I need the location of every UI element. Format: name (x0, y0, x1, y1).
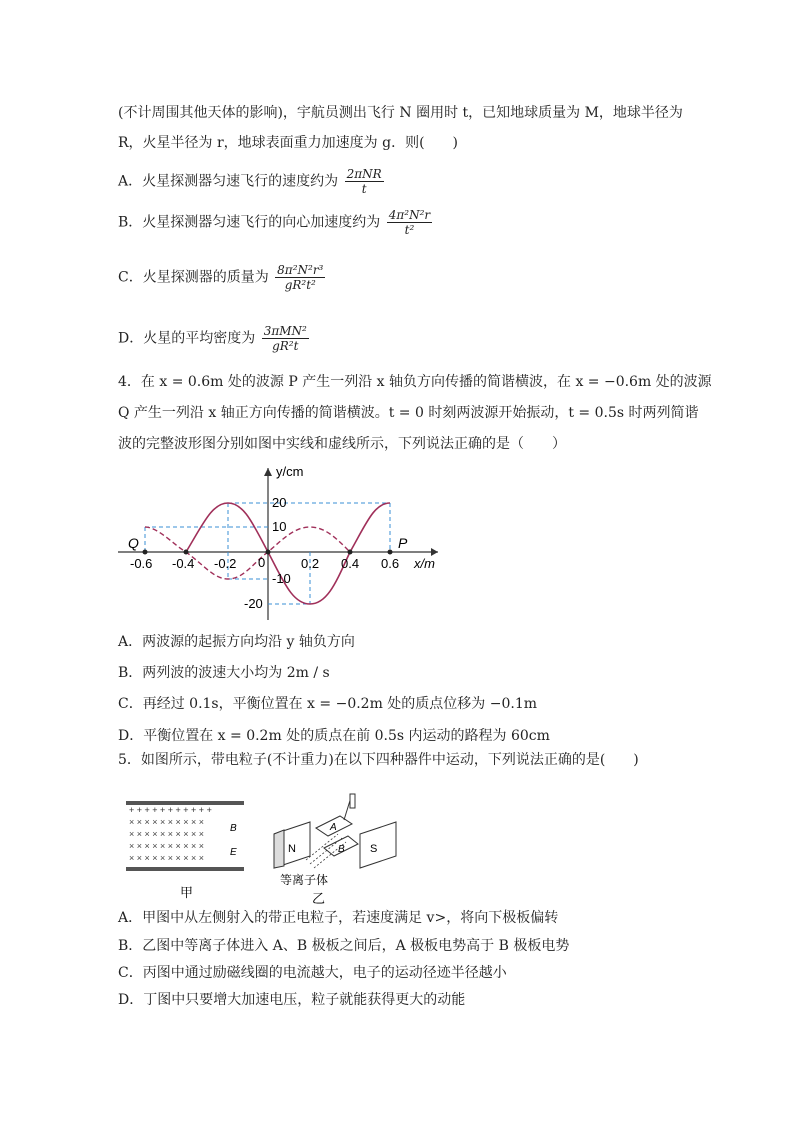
wave-p-solid (186, 503, 390, 604)
q3-option-c-fraction: $\frac{\text{8π²N²r³}}{\text{gR²t²}}$ (277, 263, 324, 292)
q5-option-d: D．丁图中只要增大加速电压，粒子就能获得更大的动能 (118, 992, 466, 1008)
wave-figure (110, 460, 450, 625)
q5-option-c: C．丙图中通过励磁线圈的电流越大，电子的运动径迹半径越小 (118, 965, 507, 981)
y-tick-label: -20 (244, 596, 263, 611)
field-crosses (129, 817, 204, 863)
fig-yi-mhd-generator (268, 790, 408, 905)
y-axis-arrow (264, 468, 272, 476)
label-s: S (370, 843, 378, 855)
x-axis-arrow (431, 548, 438, 556)
svg-text:× × × × × × × × × ×: × × × × × × × × × × (129, 829, 205, 839)
point-p-dot (388, 550, 393, 555)
fig-jia-velocity-selector (120, 795, 250, 905)
plus-signs (129, 805, 212, 815)
resistor (350, 794, 355, 808)
q5-option-b: B．乙图中等离子体进入 A、B 极板之间后，A 极板电势高于 B 极板电势 (118, 938, 570, 954)
origin-label: 0 (258, 555, 266, 570)
label-b-plate: B (338, 844, 345, 855)
label-e: E (230, 847, 237, 858)
svg-text:+ + + + + + + + + + +: + + + + + + + + + + + (129, 805, 212, 815)
y-axis-label: y/cm (276, 464, 304, 479)
y-tick-label: -10 (272, 571, 291, 586)
q3-option-b (118, 208, 432, 237)
x-tick-label: 0.6 (381, 556, 400, 571)
caption-jia: 甲 (180, 885, 194, 900)
q3-option-a (118, 167, 384, 196)
q3-option-d-fraction: $\frac{\text{3πMN²}}{\text{gR²t}}$ (263, 324, 307, 353)
point-p-label: P (398, 535, 408, 551)
point-q-label: Q (128, 535, 139, 551)
svg-text:× × × × × × × × × ×: × × × × × × × × × × (129, 841, 205, 851)
x-tick-label: -0.2 (214, 556, 237, 571)
svg-text:× × × × × × × × × ×: × × × × × × × × × × (129, 853, 205, 863)
y-tick-label: 10 (272, 519, 287, 534)
y-tick-label: 20 (272, 495, 287, 510)
q5-option-a: A．甲图中从左侧射入的带正电粒子，若速度满足 v>，将向下极板偏转 (118, 910, 559, 926)
q3-option-a-text: A．火星探测器匀速飞行的速度约为 (118, 173, 339, 190)
wave-q-dashed (145, 527, 350, 579)
q3-stem-line2: R，火星半径为 r，地球表面重力加速度为 g．则( ) (118, 135, 459, 151)
q4-option-a: A．两波源的起振方向均沿 y 轴负方向 (118, 634, 355, 650)
label-n: N (288, 843, 296, 855)
q4-option-b: B．两列波的波速大小均为 2m / s (118, 665, 330, 681)
q4-stem-line3: 波的完整波形图分别如图中实线和虚线所示，下列说法正确的是（ ） (118, 436, 566, 452)
x-axis-label: x/m (414, 556, 435, 571)
x-tick-label: -0.6 (130, 556, 153, 571)
label-plasma: 等离子体 (280, 873, 329, 887)
q4-stem-line2: Q 产生一列沿 x 轴正方向传播的简谐横波。t = 0 时刻两波源开始振动，t = 0.5s 时两列简谐 (118, 405, 699, 421)
x-tick-label: 0.4 (341, 556, 360, 571)
label-a: A (330, 822, 337, 833)
q3-option-d-text: D．火星的平均密度为 (118, 330, 256, 347)
q3-stem-line1: (不计周围其他天体的影响)，宇航员测出飞行 N 圈用时 t，已知地球质量为 M，地球半径为 (118, 105, 683, 121)
bottom-plate (126, 867, 244, 871)
q5-stem: 5．如图所示，带电粒子(不计重力)在以下四种器件中运动，下列说法正确的是( ) (118, 752, 639, 768)
q4-option-c: C．再经过 0.1s，平衡位置在 x = −0.2m 处的质点位移为 −0.1m (118, 696, 538, 712)
origin-dot (266, 550, 271, 555)
svg-text:× × × × × × × × × ×: × × × × × × × × × × (129, 817, 205, 827)
x-tick-label: 0.2 (301, 556, 320, 571)
caption-yi: 乙 (312, 891, 326, 905)
point-dot (184, 550, 189, 555)
q4-stem-line1: 4．在 x = 0.6m 处的波源 P 产生一列沿 x 轴负方向传播的简谐横波，在 x = −0.6m 处的波源 (118, 374, 712, 390)
label-b: B (230, 823, 237, 834)
q4-option-d: D．平衡位置在 x = 0.2m 处的质点在前 0.5s 内运动的路程为 60cm (118, 728, 550, 744)
q3-option-d (118, 324, 309, 353)
q3-option-b-fraction: $\frac{\text{4π²N²r}}{\text{t²}}$ (388, 208, 431, 237)
point-q-dot (143, 550, 148, 555)
q3-option-c (118, 263, 325, 292)
magnet-s (360, 822, 396, 868)
q3-option-b-text: B．火星探测器匀速飞行的向心加速度约为 (118, 214, 381, 231)
q3-option-a-fraction: $\frac{\text{2πNR}}{t}$ (346, 167, 382, 196)
x-tick-label: -0.4 (172, 556, 195, 571)
point-dot (348, 550, 353, 555)
q3-option-c-text: C．火星探测器的质量为 (118, 269, 269, 286)
